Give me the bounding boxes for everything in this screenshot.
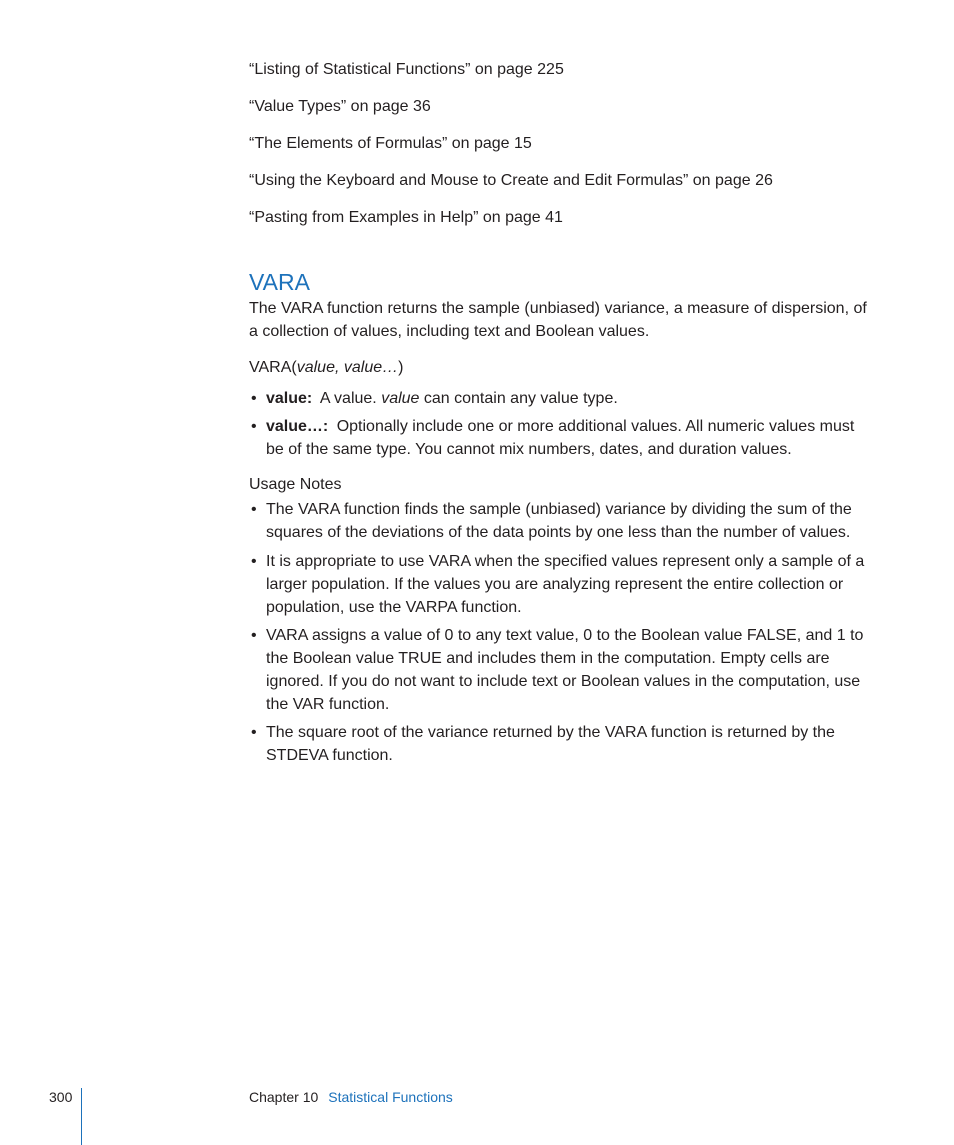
- footer-divider: [81, 1088, 82, 1145]
- usage-note-text: It is appropriate to use VARA when the specified values represent only a sample of a larger population. If the values you are analyzing represent the entire collection or population, use the VARPA function.: [266, 553, 865, 616]
- bullet: •: [251, 390, 257, 407]
- usage-note: [249, 550, 871, 619]
- syntax-function-name: VARA: [249, 359, 292, 376]
- argument-name: value…:: [266, 418, 329, 435]
- bullet: •: [251, 501, 257, 518]
- reference-link[interactable]: “Pasting from Examples in Help” on page 41: [249, 209, 563, 226]
- argument-description: A value.: [319, 390, 382, 407]
- argument-description-italic: value: [381, 390, 420, 407]
- argument-description-rest: can contain any value type.: [419, 390, 618, 407]
- usage-note: [249, 721, 871, 767]
- syntax-open-paren: (: [291, 359, 297, 376]
- footer-chapter: [249, 1087, 453, 1107]
- argument-item: [249, 415, 871, 461]
- usage-note-text: VARA assigns a value of 0 to any text value, 0 to the Boolean value FALSE, and 1 to the Boolean value TRUE and includes them in the computation. Empty cells are ignored. If you do not want to include text or Boolean values in the computation, use the VAR function.: [266, 627, 864, 713]
- argument-description: Optionally include one or more additional values. All numeric values must be of the same type. You cannot mix numbers, dates, and duration values.: [266, 418, 855, 458]
- page-number: 300: [49, 1089, 73, 1105]
- chapter-title-link[interactable]: Statistical Functions: [328, 1089, 453, 1105]
- usage-note-text: The VARA function finds the sample (unbiased) variance by dividing the sum of the squares of the deviations of the data points by one less than the number of values.: [266, 501, 852, 541]
- reference-link[interactable]: “The Elements of Formulas” on page 15: [249, 135, 532, 152]
- usage-note: [249, 498, 871, 544]
- bullet: •: [251, 627, 257, 644]
- argument-name: value:: [266, 390, 313, 407]
- argument-item: [249, 387, 871, 410]
- usage-notes-heading: Usage Notes: [249, 476, 342, 493]
- reference-link[interactable]: “Value Types” on page 36: [249, 98, 431, 115]
- section-intro: The VARA function returns the sample (unbiased) variance, a measure of dispersion, of a collection of values, including text and Boolean values.: [249, 300, 867, 340]
- argument-list: [249, 387, 871, 461]
- bullet: •: [251, 418, 257, 435]
- syntax-close-paren: ): [398, 359, 404, 376]
- chapter-label: Chapter 10: [249, 1089, 319, 1105]
- usage-note: [249, 624, 871, 716]
- bullet: •: [251, 724, 257, 741]
- usage-note-text: The square root of the variance returned by the VARA function is returned by the STDEVA function.: [266, 724, 835, 764]
- reference-link[interactable]: “Using the Keyboard and Mouse to Create and Edit Formulas” on page 26: [249, 172, 773, 189]
- section-title: VARA: [249, 269, 310, 295]
- usage-notes-list: [249, 498, 871, 767]
- reference-link[interactable]: “Listing of Statistical Functions” on page 225: [249, 61, 564, 78]
- syntax-arguments: value, value…: [296, 359, 399, 376]
- function-syntax: [249, 357, 403, 379]
- bullet: •: [251, 553, 257, 570]
